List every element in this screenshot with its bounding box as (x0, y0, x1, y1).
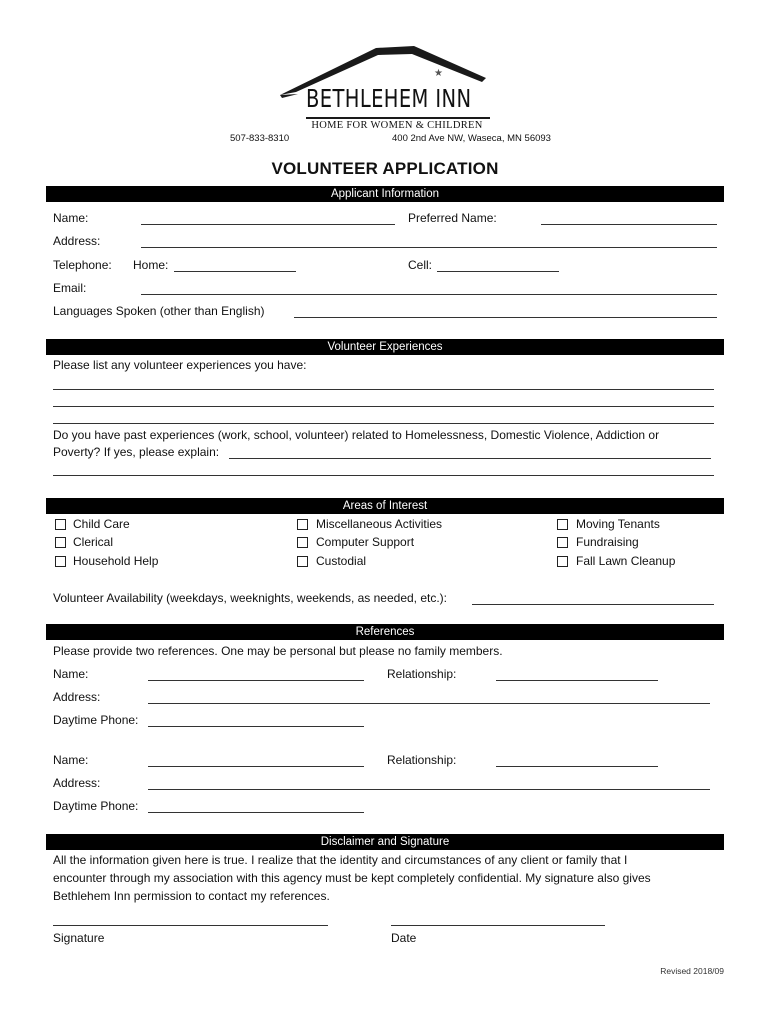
org-name-logotype: BETHLEHEM INN (306, 84, 472, 113)
signature-field[interactable] (53, 925, 328, 926)
ref1-relationship-label: Relationship: (387, 667, 457, 681)
disclaimer-line: Bethlehem Inn permission to contact my references. (53, 889, 330, 903)
section-header-interests: Areas of Interest (46, 498, 724, 514)
cell-phone-field[interactable] (437, 271, 559, 272)
preferred-name-field[interactable] (541, 224, 717, 225)
past-experiences-question-cont: Poverty? If yes, please explain: (53, 445, 220, 459)
ref2-phone-field[interactable] (148, 812, 364, 813)
ref2-name-label: Name: (53, 753, 89, 767)
org-subtitle: HOME FOR WOMEN & CHILDREN (311, 120, 483, 131)
org-address: 400 2nd Ave NW, Waseca, MN 56093 (392, 133, 551, 144)
disclaimer-line: All the information given here is true. I realize that the identity and circumstances of any client or family that I (53, 853, 628, 867)
home-phone-label: Home: (133, 258, 169, 272)
checkbox-fundraising[interactable] (557, 537, 568, 548)
telephone-label: Telephone: (53, 258, 112, 272)
availability-field[interactable] (472, 604, 714, 605)
checkbox-custodial[interactable] (297, 556, 308, 567)
explain-field[interactable] (229, 458, 711, 459)
references-prompt: Please provide two references. One may be personal but please no family members. (53, 644, 503, 658)
email-field[interactable] (141, 294, 717, 295)
ref1-phone-label: Daytime Phone: (53, 713, 139, 727)
name-label: Name: (53, 211, 89, 225)
interest-label: Household Help (73, 554, 159, 568)
disclaimer-line: encounter through my association with this agency must be kept completely confidential. My signature also gives (53, 871, 651, 885)
section-header-applicant: Applicant Information (46, 186, 724, 202)
address-field[interactable] (141, 247, 717, 248)
date-label: Date (391, 931, 417, 945)
section-header-disclaimer: Disclaimer and Signature (46, 834, 724, 850)
explain-line[interactable] (53, 475, 714, 476)
checkbox-child-care[interactable] (55, 519, 66, 530)
form-title: VOLUNTEER APPLICATION (271, 159, 499, 178)
interest-label: Computer Support (316, 535, 415, 549)
interest-label: Miscellaneous Activities (316, 517, 443, 531)
ref1-address-field[interactable] (148, 703, 710, 704)
checkbox-household-help[interactable] (55, 556, 66, 567)
org-phone: 507-833-8310 (230, 133, 290, 144)
ref1-name-field[interactable] (148, 680, 364, 681)
ref2-name-field[interactable] (148, 766, 364, 767)
languages-label: Languages Spoken (other than English) (53, 304, 265, 318)
experiences-prompt: Please list any volunteer experiences you have: (53, 358, 307, 372)
interest-label: Custodial (316, 554, 367, 568)
experiences-line[interactable] (53, 389, 714, 390)
address-label: Address: (53, 234, 101, 248)
experiences-line[interactable] (53, 406, 714, 407)
ref2-address-label: Address: (53, 776, 101, 790)
ref1-address-label: Address: (53, 690, 101, 704)
interest-label: Clerical (73, 535, 114, 549)
star-icon: ★ (434, 68, 443, 79)
home-phone-field[interactable] (174, 271, 296, 272)
email-label: Email: (53, 281, 87, 295)
ref1-name-label: Name: (53, 667, 89, 681)
section-header-references: References (46, 624, 724, 640)
interest-label: Fundraising (576, 535, 639, 549)
ref1-relationship-field[interactable] (496, 680, 658, 681)
name-field[interactable] (141, 224, 395, 225)
checkbox-fall-lawn-cleanup[interactable] (557, 556, 568, 567)
preferred-name-label: Preferred Name: (408, 211, 497, 225)
ref2-relationship-label: Relationship: (387, 753, 457, 767)
ref2-address-field[interactable] (148, 789, 710, 790)
checkbox-misc-activities[interactable] (297, 519, 308, 530)
past-experiences-question: Do you have past experiences (work, school, volunteer) related to Homelessness, Domestic Violence, Addiction or (53, 428, 660, 442)
interest-label: Moving Tenants (576, 517, 660, 531)
checkbox-clerical[interactable] (55, 537, 66, 548)
languages-field[interactable] (294, 317, 717, 318)
signature-label: Signature (53, 931, 105, 945)
section-header-experiences: Volunteer Experiences (46, 339, 724, 355)
interest-label: Child Care (73, 517, 130, 531)
revision-note: Revised 2018/09 (660, 966, 724, 976)
ref2-relationship-field[interactable] (496, 766, 658, 767)
ref1-phone-field[interactable] (148, 726, 364, 727)
experiences-line[interactable] (53, 423, 714, 424)
interest-label: Fall Lawn Cleanup (576, 554, 676, 568)
checkbox-moving-tenants[interactable] (557, 519, 568, 530)
availability-label: Volunteer Availability (weekdays, weeknights, weekends, as needed, etc.): (53, 591, 448, 605)
ref2-phone-label: Daytime Phone: (53, 799, 139, 813)
checkbox-computer-support[interactable] (297, 537, 308, 548)
cell-phone-label: Cell: (408, 258, 433, 272)
date-field[interactable] (391, 925, 605, 926)
